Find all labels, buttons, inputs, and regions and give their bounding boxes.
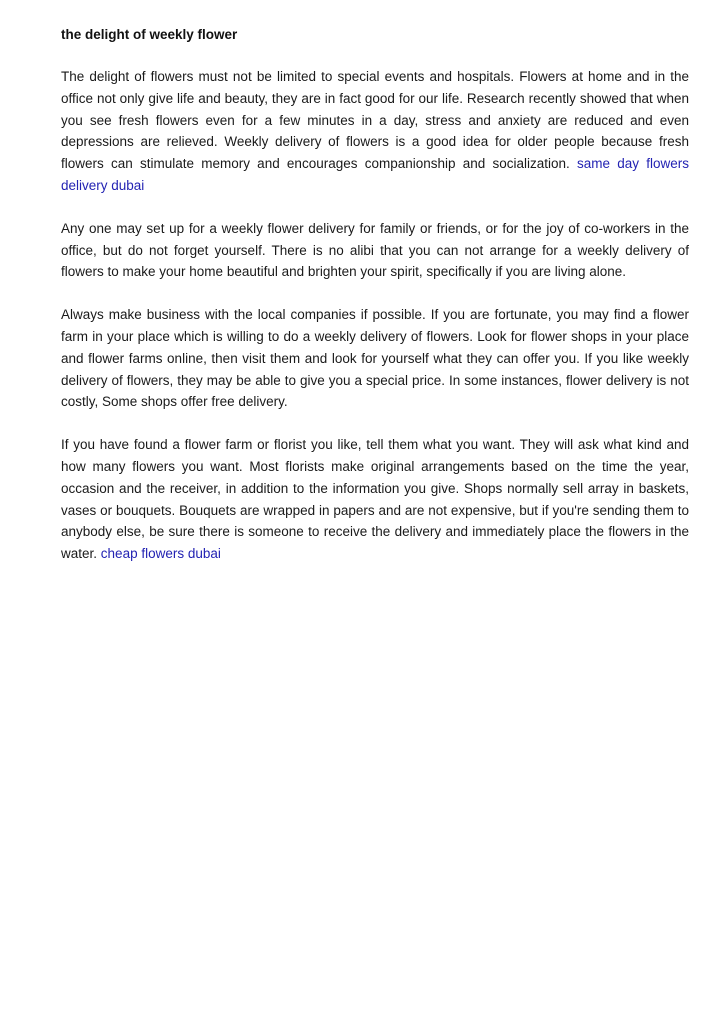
paragraph-1	[61, 66, 689, 197]
paragraph-1-text: The delight of flowers must not be limited to special events and hospitals. Flowers at home and in the office not only give life and beauty, they are in fact good for our life. Research recently showed that when you see fresh flowers even for a few minutes in a day, stress and anxiety are reduced and even depressions are relieved. Weekly delivery of flowers is a good idea for older people because fresh flowers can stimulate memory and encourages companionship and socialization.	[61, 69, 689, 172]
cheap-flowers-link[interactable]: cheap flowers dubai	[100, 546, 221, 562]
paragraph-4-text: If you have found a flower farm or florist you like, tell them what you want. They will ask what kind and how many flowers you want. Most florists make original arrangements based on the time the year, occasion and the receiver, in addition to the information you give. Shops normally sell array in baskets, vases or bouquets. Bouquets are wrapped in papers and are not expensive, but if you're sending them to anybody else, be sure there is someone to receive the delivery and immediately place the flowers in the water.	[61, 437, 689, 562]
paragraph-3-text: Always make business with the local companies if possible. If you are fortunate, you may find a flower farm in your place which is willing to do a weekly delivery of flowers. Look for flower shops in your place and flower farms online, then visit them and look for yourself what they can offer you. If you like weekly delivery of flowers, they may be able to give you a special price. In some instances, flower delivery is not costly, Some shops offer free delivery.	[61, 307, 689, 410]
paragraph-3	[61, 304, 689, 413]
paragraph-2-text: Any one may set up for a weekly flower delivery for family or friends, or for the joy of co-workers in the office, but do not forget yourself. There is no alibi that you can not arrange for a weekly delivery of flowers to make your home beautiful and brighten your spirit, specifically if you are living alone.	[61, 220, 689, 280]
paragraph-4	[61, 434, 689, 565]
document-page	[61, 24, 689, 586]
paragraph-2	[61, 218, 689, 283]
document-title: the delight of weekly flower	[61, 27, 238, 42]
same-day-delivery-link[interactable]: same day flowers delivery dubai	[61, 156, 689, 193]
